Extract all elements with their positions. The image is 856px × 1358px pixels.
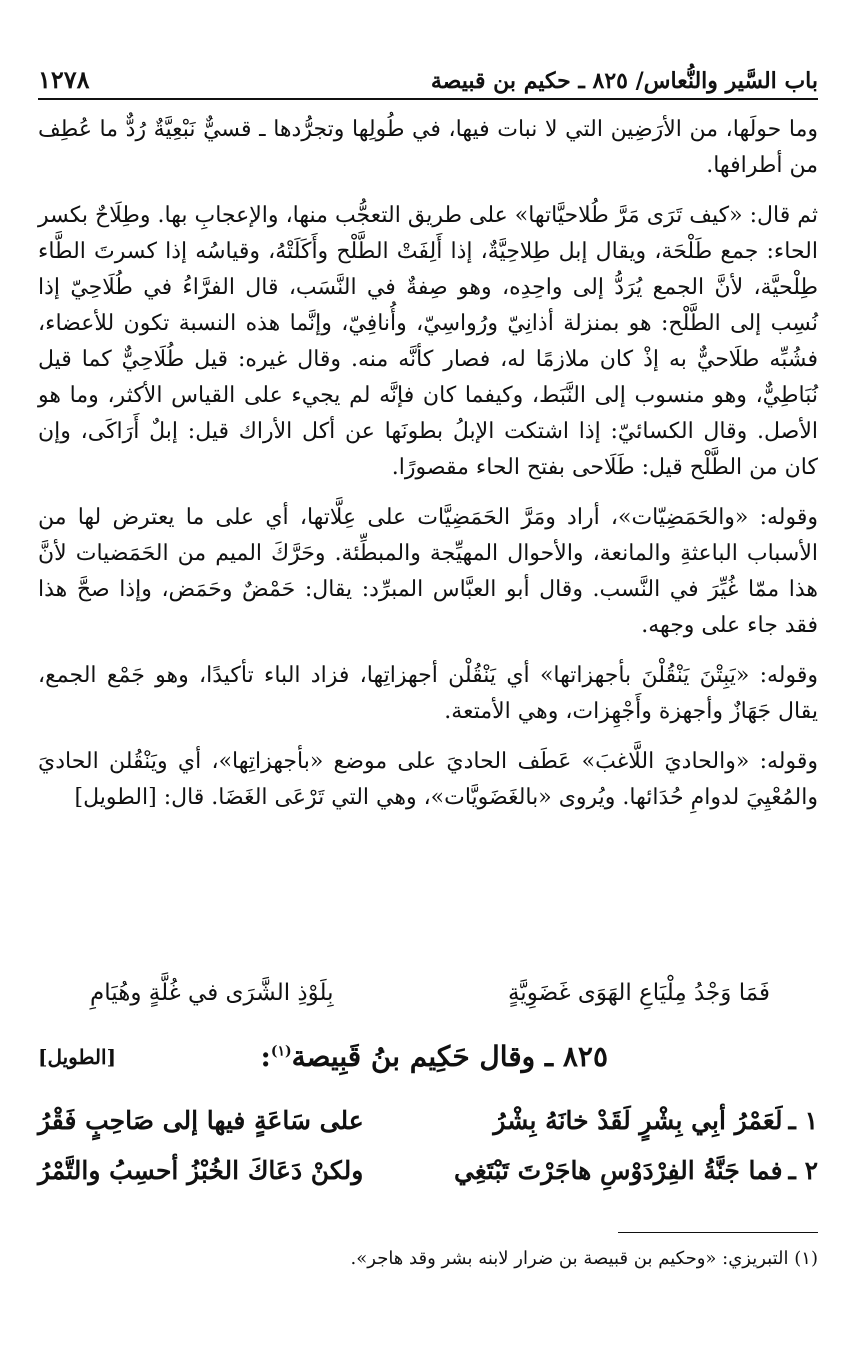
poem-meter: [الطويل]: [38, 1044, 117, 1069]
hemistich-left: ولكنْ دَعَاكَ الخُبْزُ أحسِبُ والتَّمْرُ: [38, 1155, 364, 1185]
footnote-number: (١): [794, 1248, 818, 1269]
running-title: باب السَّير والنُّعاس/ ٨٢٥ ـ حكيم بن قبيصة: [430, 68, 818, 94]
poem-title-text: ٨٢٥ ـ وقال حَكِيم بنُ قَبِيصة: [291, 1040, 608, 1073]
hemistich-left: على سَاعَةٍ فيها إلى صَاحِبٍ فَقْرُ: [38, 1105, 364, 1135]
footnote: [38, 1248, 818, 1269]
verse-number: ٢ ـ: [788, 1155, 818, 1185]
verse-first-half: [493, 1106, 818, 1135]
poem-title: [260, 1040, 608, 1073]
commentary-text: [38, 112, 818, 830]
poem-heading: [38, 1040, 818, 1073]
page-number: ١٢٧٨: [38, 65, 90, 94]
poem-verses: [38, 1095, 818, 1195]
hemistich-right: لَعَمْرُ أبِي بِشْرٍ لَقَدْ خانَهُ بِشْرُ: [493, 1105, 783, 1135]
verse-number: ١ ـ: [788, 1105, 818, 1135]
hemistich-right: فما جَنَّةُ الفِرْدَوْسِ هاجَرْتَ تَبْتَغِي: [454, 1155, 783, 1185]
footnote-marker[interactable]: (١): [270, 1043, 292, 1060]
paragraph: وقوله: «والحاديَ اللَّاغبَ» عَطَف الحاديَ على موضع «بأجهزاتِها»، أي ويَنْقُلن الحاديَ والمُعْيِيَ لدوامِ حُدَائها. ويُروى «بالغَضَويَّات»، وهي التي تَرْعَى الغَضَا. قال: [الطويل]: [38, 749, 818, 810]
paragraph: وقوله: «والحَمَضِيّات»، أراد ومَرَّ الحَمَضِيَّات على عِلَّاتها، أي على ما يعترض لها من الأسباب الباعثةِ والمانعة، والأحوال المهيِّجة والمبطِّئة. وحَرَّكَ الميم من الحَمَضيات لأنَّ هذا ممّا غُيِّرَ في النَّسب. وقال أبو العبَّاس المبرِّد: يقال: حَمْضٌ وحَمَض، وإذا صحَّ هذا فقد جاء على وجهه.: [38, 505, 818, 638]
footnote-divider: [618, 1232, 818, 1233]
paragraph: وما حولَها، من الأرَضِين التي لا نبات فيها، في طُولِها وتجرُّدها ـ قسيٌّ نَبْعِيَّةٌ رُدٌّ ما عُطِف من أطرافها.: [38, 117, 818, 178]
hemistich-right: فَمَا وَجْدُ مِلْيَاعِ الهَوَى غَضَوِيَّةٍ: [507, 980, 770, 1006]
page-header: [38, 54, 818, 100]
paragraph: ثم قال: «كيف تَرَى مَرَّ طُلاحيَّاتها» على طريق التعجُّب منها، والإعجابِ بها. وطِلَاحٌ بكسر الحاء: جمع طَلْحَة، ويقال إبل طِلاحِيَّةٌ، إذا أَلِفَتْ الطَّلْح وأَكَلَتْهُ، وقياسُه إذا كسرتَ الطَّاء طِلْحيَّة، لأنَّ الجمع يُرَدُّ إلى واحِدِه، وهو صِفةٌ في النَّسَب، قال الفرَّاءُ في طُلَاحِيّ إذا نُسِب إلى الطَّلْح: هو بمنزلة أذانِيّ ورُواسِيّ، وأُنافِيّ، وإنَّما هذه النسبة تكون للأعضاء، فشُبِّه طلَاحيٌّ به إذْ كان ملازمًا له، فصار كأنَّه منه. وقال غيره: قيل طُلَاحِيٌّ كما قيل نُبَاطِيٌّ، وهو منسوب إلى النَّبَط، وكيفما كان فإنَّه لم يجيء على القياس الأكثر، وما هو الأصل. وقال الكسائيّ: إذا اشتكت الإبلُ بطونَها عن أكل الأراك قيل: إبلٌ أَرَاكَى، وإن كان من الطَّلْح قيل: طَلَاحى بفتح الحاء مقصورًا.: [38, 203, 818, 480]
poem-title-colon: :: [260, 1040, 271, 1073]
verse-line: [38, 1145, 818, 1195]
hemistich-left: بِلَوْذِ الشَّرَى في غُلَّةٍ وهُيَامِ: [90, 980, 334, 1006]
quoted-verse: [90, 980, 770, 1006]
footnote-text: التبريزي: «وحكيم بن قبيصة بن ضرار لابنه بشر وقد هاجر».: [350, 1248, 789, 1269]
paragraph: وقوله: «يَبِتْنَ يَنْقُلْنَ بأجهزاتها» أي يَنْقُلْن أجهزاتِها، فزاد الباء تأكيدًا، وهو جَمْع الجمع، يقال جَهَازٌ وأجهزة وأَجْهِزات، وهي الأمتعة.: [38, 663, 818, 724]
verse-line: [38, 1095, 818, 1145]
verse-first-half: [454, 1156, 818, 1185]
